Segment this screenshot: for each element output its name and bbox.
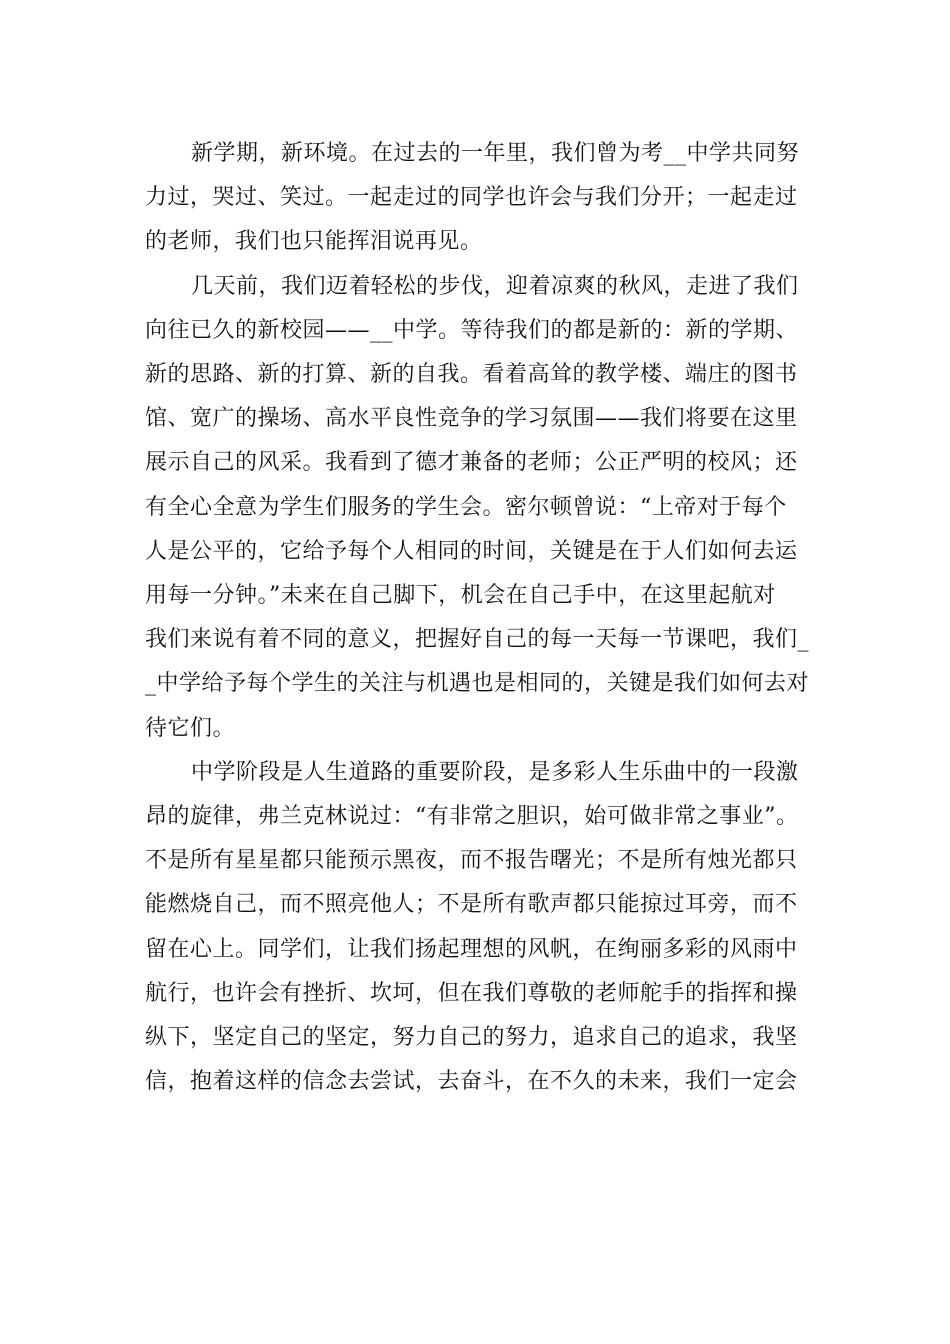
text-line: 中学阶段是人生道路的重要阶段，是多彩人生乐曲中的一段激 [191,759,799,785]
text-line: 昂的旋律，弗兰克林说过：“有非常之胆识，始可做非常之事业”。 [145,804,799,830]
text-line: 新学期，新环境。在过去的一年里，我们曾为考__中学共同努 [191,141,800,166]
text-line: 馆、宽广的操场、高水平良性竞争的学习氛围——我们将要在这里 [145,406,798,432]
text-line: 留在心上。同学们，让我们扬起理想的风帆，在绚丽多彩的风雨中 [145,936,798,962]
text-line: _中学给予每个学生的关注与机遇也是相同的，关键是我们如何去对 [145,671,810,697]
text-line: 待它们。 [145,715,236,741]
text-line: 我们来说有着不同的意义，把握好自己的每一天每一节课吧，我们_ [145,627,810,653]
text-line: 新的思路、新的打算、新的自我。看着高耸的教学楼、端庄的图书 [145,362,798,388]
text-line: 信，抱着这样的信念去尝试，去奋斗，在不久的未来，我们一定会 [145,1069,798,1095]
document-body [145,132,810,1104]
paragraph-2 [145,265,810,751]
text-line: 展示自己的风采。我看到了德才兼备的老师；公正严明的校风；还 [145,450,798,476]
text-line: 的老师，我们也只能挥泪说再见。 [145,229,483,255]
text-line: 纵下，坚定自己的坚定，努力自己的努力，追求自己的追求，我坚 [145,1025,798,1051]
text-line: 人是公平的，它给予每个人相同的时间，关键是在于人们如何去运 [145,538,798,564]
text-line: 有全心全意为学生们服务的学生会。密尔顿曾说：“上帝对于每个 [145,494,787,520]
text-line: 航行，也许会有挫折、坎坷，但在我们尊敬的老师舵手的指挥和操 [145,980,798,1006]
text-line: 向往已久的新校园——__中学。等待我们的都是新的：新的学期、 [145,317,799,343]
text-line: 能燃烧自己，而不照亮他人；不是所有歌声都只能掠过耳旁，而不 [145,892,798,918]
paragraph-1 [145,132,805,265]
text-line: 几天前，我们迈着轻松的步伐，迎着凉爽的秋风，走进了我们 [191,273,799,299]
paragraph-3 [145,751,805,1105]
text-line: 不是所有星星都只能预示黑夜，而不报告曙光；不是所有烛光都只 [145,848,798,874]
text-line: 力过，哭过、笑过。一起走过的同学也许会与我们分开；一起走过 [145,185,798,211]
text-line: 用每一分钟。”未来在自己脚下，机会在自己手中，在这里起航对 [145,583,776,609]
